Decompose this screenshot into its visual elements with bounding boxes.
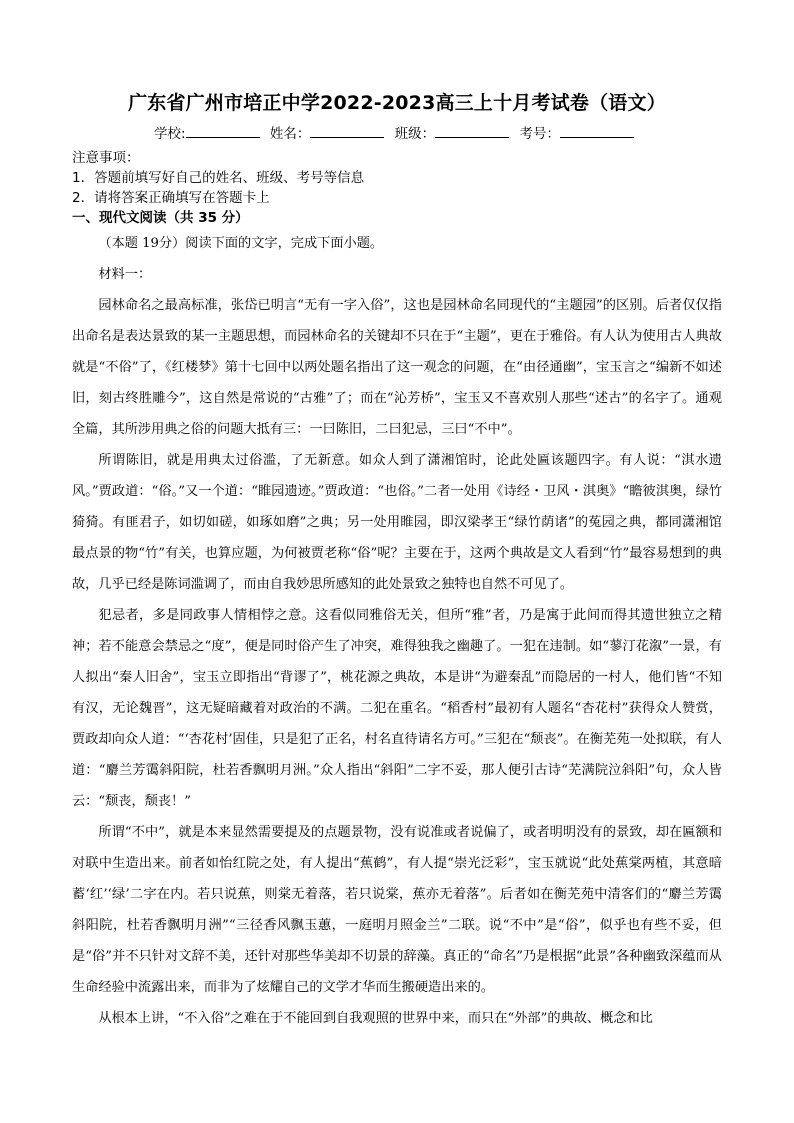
name-blank[interactable]	[310, 125, 384, 138]
exam-title: 广东省广州市培正中学2022-2023高三上十月考试卷（语文）	[128, 92, 666, 114]
passage-paragraph: 园林命名之最高标准，张岱已明言“无有一字入俗”，这也是园林命名同现代的“主题园”的区别。后者仅仅指出命名是表达景致的某一主题思想，而园林命名的关键却不只在于“主题”，更在于雅俗。有人认为使用古人典故就是“不俗”了，《红楼梦》第十七回中以两处题名指出了这一观念的问题，在“由径通幽”，宝玉言之“编新不如述旧，刻古终胜雕今”，这自然是常说的“古雅”了；而在“沁芳桥”，宝玉又不喜欢别人那些“述古”的名字了。通观全篇，其所涉用典之俗的问题大抵有三：一曰陈旧，二曰犯忌，三曰“不中”。	[72, 298, 722, 437]
class-blank[interactable]	[435, 125, 509, 138]
passage-paragraph: 从根本上讲，“不入俗”之难在于不能回到自我观照的世界中来，而只在“外部”的典故、概念和比	[98, 1011, 653, 1026]
exam-no-label: 考号：	[519, 126, 560, 142]
school-label: 学校:	[154, 126, 186, 142]
passage-paragraph: 所谓“不中”，就是本来显然需要提及的点题景物，没有说准或者说偏了，或者明明没有的景致，却在匾额和对联中生造出来。前者如怡红院之处，有人提出“蕉鹤”，有人提“崇光泛彩”，宝玉就说“此处蕉棠两植，其意暗蓄‘红’‘绿’二字在内。若只说蕉，则棠无着落，若只说棠，蕉亦无着落”。后者如在衡芜苑中清客们的“麝兰芳霭斜阳院，杜若香飘明月洲”“三径香风飘玉蕙，一庭明月照金兰”二联。说“不中”是“俗”，似乎也有些不妥，但是“俗”并不只针对文辞不美，还针对那些华美却不切景的辞藻。真正的“命名”乃是根据“此景”各种幽致深蕴而从生命经验中流露出来，而非为了炫耀自己的文学才华而生搬硬造出来的。	[72, 825, 722, 995]
passage-paragraph: 犯忌者，多是同政事人情相悖之意。这看似同雅俗无关，但所“雅”者，乃是寓于此间而得其遗世独立之精神；若不能意会禁忌之“度”，便是同时俗产生了冲突，难得独我之幽趣了。一犯在违制。如“蓼汀花溆”一景，有人拟出“秦人旧舍”，宝玉立即指出“背谬了”，桃花源之典故，本是讲“为避秦乱”而隐居的一村人，他们皆“不知有汉，无论魏晋”，这无疑暗藏着对政治的不满。二犯在重名。“稻香村”最初有人题名“杏花村”获得众人赞赏，贾政却向众人道：“‘杏花村’固佳，只是犯了正名，村名直待请名方可。”三犯在“颓丧”。在衡芜苑一处拟联，有人道：“麝兰芳霭斜阳院，杜若香飘明月洲。”众人指出“斜阳”二字不妥，那人便引古诗“芜满院泣斜阳”句，众人皆云：“颓丧，颓丧！”	[72, 608, 722, 809]
passage-paragraph: 所谓陈旧，就是用典太过俗滥，了无新意。如众人到了潇湘馆时，论此处匾该题四字。有人说：“淇水遗风。”贾政道：“俗。”又一个道：“睢园遗迹。”贾政道：“也俗。”二者一处用《诗经・卫风・淇奥》“瞻彼淇奥，绿竹猗猗。有匪君子，如切如磋，如琢如磨”之典；另一处用睢园，即汉梁孝王“绿竹荫诸”的菟园之典，都同潇湘馆最点景的物“竹”有关，也算应题，为何被贾老称“俗”呢？主要在于，这两个典故是文人看到“竹”最容易想到的典故，几乎已经是陈词滥调了，而由自我妙思所感知的此处景致之独特也自然不可见了。	[72, 453, 722, 592]
school-blank[interactable]	[186, 125, 260, 138]
notes-item-1: 1．答题前填写好自己的姓名、班级、考号等信息	[72, 170, 365, 186]
question-intro: （本题 19分）阅读下面的文字，完成下面小题。	[98, 236, 384, 251]
section-heading: 一、现代文阅读（共 35 分）	[72, 210, 249, 226]
notes-heading: 注意事项：	[72, 150, 140, 166]
student-info-row	[60, 122, 734, 142]
class-label: 班级：	[394, 126, 436, 142]
exam-no-blank[interactable]	[560, 125, 634, 138]
reading-passage	[72, 228, 722, 1034]
name-label: 姓名：	[269, 126, 311, 142]
material-label: 材料一：	[98, 267, 152, 282]
notes-item-2: 2．请将答案正确填写在答题卡上	[72, 190, 270, 206]
